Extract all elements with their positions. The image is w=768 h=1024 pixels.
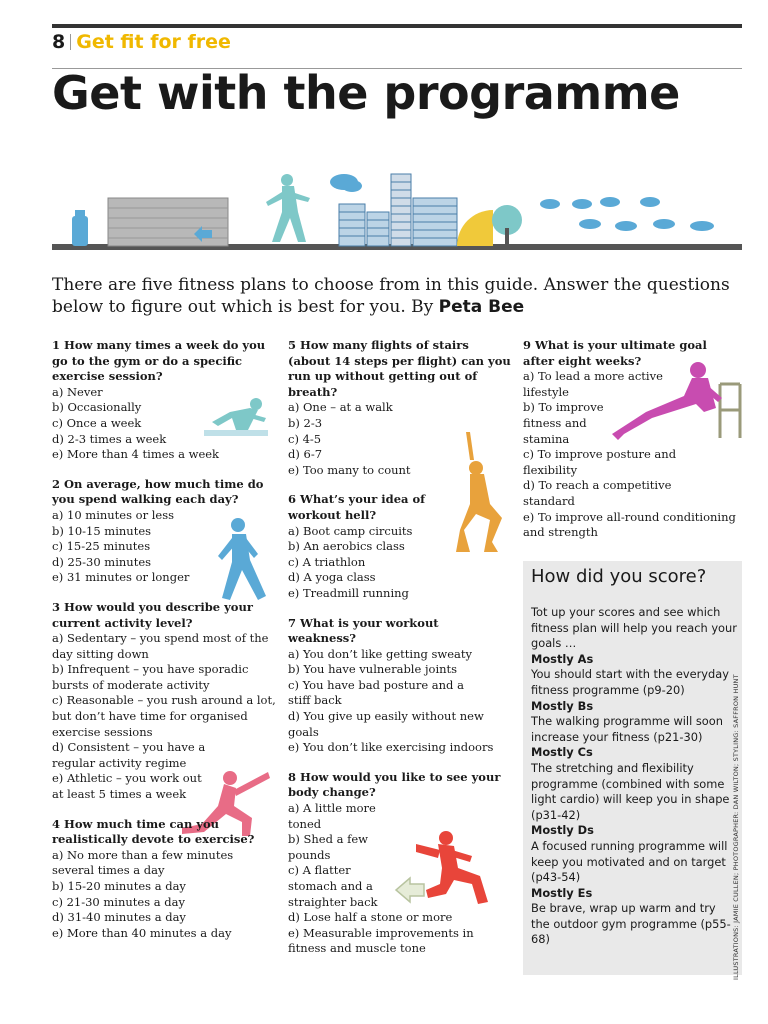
- result-label: Mostly Es: [531, 885, 593, 900]
- answer-option: b) Infrequent – you have sporadic bursts of moderate activity: [52, 662, 249, 692]
- illustration-credit: ILLUSTRATIONS: JAMIE CULLEN; PHOTOGRAPHER: DAN WILTON; STYLING: SAFFRON HUNT: [732, 674, 740, 980]
- questions-column-3: [523, 338, 743, 555]
- answer-option: e) More than 4 times a week: [52, 447, 220, 462]
- answer-option: a) One – at a walk: [288, 400, 393, 415]
- answer-option: e) Treadmill running: [288, 585, 409, 600]
- result-label: Mostly Ds: [531, 823, 594, 838]
- answer-option: d) Consistent – you have a regular activity regime: [52, 740, 206, 770]
- question-8: [288, 770, 513, 957]
- answer-option: c) To improve posture and flexibility: [523, 447, 677, 477]
- answer-option: a) Never: [52, 384, 103, 399]
- answer-option: e) More than 40 minutes a day: [52, 925, 232, 940]
- question-3: [52, 600, 277, 803]
- result-text: The walking programme will soon increase your fitness (p21-30): [531, 714, 723, 744]
- answer-option: a) Boot camp circuits: [288, 523, 413, 538]
- answer-option: c) 4-5: [288, 431, 322, 446]
- question-title: 7 What is your workout weakness?: [288, 615, 439, 646]
- questions-column-1: [52, 338, 277, 955]
- answer-option: b) 2-3: [288, 415, 323, 430]
- score-box: [523, 561, 742, 975]
- questions-column-2: [288, 338, 513, 971]
- answer-option: d) 6-7: [288, 447, 323, 462]
- result-text: The stretching and flexibility programme (combined with some light cardio) will keep you in shape (p31-42): [531, 760, 730, 822]
- question-title: 9 What is your ultimate goal after eight weeks?: [523, 338, 707, 368]
- intro-text: There are five fitness plans to choose from in this guide. Answer the questions below to figure out which is best for you. By: [52, 275, 730, 317]
- answer-option: a) A little more toned: [288, 801, 376, 831]
- answer-option: b) Occasionally: [52, 400, 142, 415]
- result-text: Be brave, wrap up warm and try the outdoor gym programme (p55-68): [531, 901, 731, 947]
- answer-option: b) You have vulnerable joints: [288, 662, 458, 677]
- answer-option: e) Athletic – you work out at least 5 times a week: [52, 771, 202, 802]
- page-header: [52, 30, 231, 54]
- answer-option: e) You don’t like exercising indoors: [288, 740, 494, 755]
- answer-option: e) To improve all-round conditioning and strength: [523, 509, 736, 540]
- question-title: 3 How would you describe your current activity level?: [52, 599, 253, 630]
- question-title: 8 How would you like to see your body change?: [288, 769, 501, 800]
- score-intro: Tot up your scores and see which fitness plan will help you reach your goals …: [531, 605, 737, 651]
- answer-option: c) 15-25 minutes: [52, 539, 151, 554]
- answer-option: d) To reach a competitive standard: [523, 478, 672, 508]
- answer-option: b) Shed a few pounds: [288, 832, 369, 862]
- section-title: Get fit for free: [76, 31, 231, 53]
- answer-option: a) To lead a more active lifestyle: [523, 369, 663, 399]
- answer-option: d) A yoga class: [288, 570, 376, 585]
- result-label: Mostly Bs: [531, 698, 594, 713]
- answer-option: c) A triathlon: [288, 554, 366, 569]
- question-2: [52, 477, 277, 586]
- score-heading: How did you score?: [531, 566, 707, 587]
- question-title: 2 On average, how much time do you spend walking each day?: [52, 476, 264, 507]
- result-label: Mostly As: [531, 651, 594, 666]
- question-7: [288, 616, 513, 756]
- author-name: Peta Bee: [438, 297, 525, 317]
- answer-option: d) You give up easily without new goals: [288, 709, 484, 739]
- answer-option: c) Reasonable – you rush around a lot, but don’t have time for organised exercise sessions: [52, 693, 276, 739]
- question-1: [52, 338, 277, 463]
- answer-option: e) 31 minutes or longer: [52, 570, 190, 585]
- answer-option: c) You have bad posture and a stiff back: [288, 677, 464, 708]
- answer-option: d) Lose half a stone or more: [288, 910, 453, 925]
- answer-option: a) Sedentary – you spend most of the day sitting down: [52, 631, 269, 661]
- answer-option: c) A flatter stomach and a straighter back: [288, 863, 378, 909]
- question-title: 1 How many times a week do you go to the gym or do a specific exercise session?: [52, 338, 266, 384]
- answer-option: e) Too many to count: [288, 462, 411, 477]
- answer-option: b) An aerobics class: [288, 539, 405, 554]
- answer-option: c) Once a week: [52, 415, 142, 430]
- answer-option: d) 2-3 times a week: [52, 431, 167, 446]
- answer-option: a) You don’t like getting sweaty: [288, 646, 473, 661]
- answer-option: a) 10 minutes or less: [52, 507, 175, 522]
- top-rule: [52, 24, 742, 28]
- question-4: [52, 817, 277, 942]
- answer-option: b) 10-15 minutes: [52, 523, 152, 538]
- answer-option: d) 25-30 minutes: [52, 554, 152, 569]
- answer-option: d) 31-40 minutes a day: [52, 910, 186, 925]
- fitness-banner-illustration: [52, 168, 742, 260]
- result-label: Mostly Cs: [531, 745, 593, 760]
- answer-option: b) 15-20 minutes a day: [52, 879, 186, 893]
- page-number: 8: [52, 31, 66, 53]
- result-text: A focused running programme will keep you motivated and on target (p43-54): [531, 838, 728, 885]
- header-separator: [70, 34, 71, 50]
- question-6: [288, 492, 513, 601]
- question-title: 5 How many flights of stairs (about 14 steps per flight) can you run up without getting out of breath?: [288, 338, 511, 399]
- result-text: You should start with the everyday fitness programme (p9-20): [531, 667, 729, 697]
- page-title: Get with the programme: [52, 66, 680, 120]
- answer-option: e) Measurable improvements in fitness and muscle tone: [288, 925, 474, 956]
- answer-option: a) No more than a few minutes several times a day: [52, 847, 234, 878]
- question-5: [288, 338, 513, 478]
- intro-paragraph: [52, 274, 742, 318]
- answer-option: b) To improve fitness and stamina: [523, 400, 604, 446]
- question-title: 6 What’s your idea of workout hell?: [288, 492, 426, 522]
- answer-option: c) 21-30 minutes a day: [52, 894, 185, 909]
- score-body: [531, 605, 737, 948]
- question-title: 4 How much time can you realistically devote to exercise?: [52, 816, 255, 847]
- question-9: [523, 338, 743, 541]
